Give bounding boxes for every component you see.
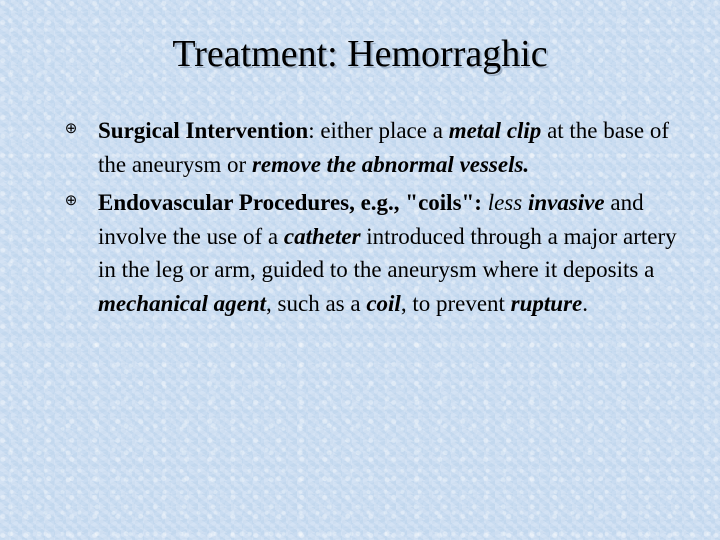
- bullet-text-segment: less: [487, 190, 523, 215]
- bullet-text: [98, 190, 677, 316]
- bullet-text-segment: .: [582, 290, 589, 316]
- bullet-list: [64, 114, 688, 325]
- bullet-item-surgical-intervention: [64, 114, 688, 181]
- bullet-text-segment: , to prevent: [400, 290, 511, 316]
- bullet-text-segment: and involve the use of a: [98, 190, 644, 249]
- bullet-text-segment: , such as a: [266, 290, 367, 316]
- bullet-text-segment: Surgical Intervention: [98, 118, 309, 143]
- bullet-text-segment: catheter: [283, 223, 361, 249]
- bullet-item-endovascular-procedures: [64, 186, 688, 320]
- slide-title: Treatment: Hemorraghic: [172, 33, 548, 75]
- bullet-marker-icon: ⊕: [64, 193, 78, 209]
- bullet-text-segment: introduced through a major artery in the leg or arm, guided to the aneurysm where it deposits a: [98, 223, 677, 282]
- bullet-text-segment: rupture: [510, 290, 583, 316]
- bullet-text-segment: : either place a: [308, 118, 449, 143]
- bullet-text-segment: mechanical agent: [98, 290, 267, 316]
- bullet-text-segment: remove the abnormal vessels.: [251, 151, 530, 177]
- bullet-marker-icon: ⊕: [64, 121, 78, 137]
- bullet-text: [98, 118, 669, 177]
- bullet-text-segment: coil: [366, 290, 401, 316]
- bullet-text-segment: at the base of the aneurysm or: [98, 118, 670, 177]
- bullet-text-segment: metal clip: [448, 118, 542, 143]
- bullet-text-segment: Endovascular Procedures, e.g., "coils":: [98, 190, 482, 215]
- bullet-text-segment: invasive: [527, 190, 605, 215]
